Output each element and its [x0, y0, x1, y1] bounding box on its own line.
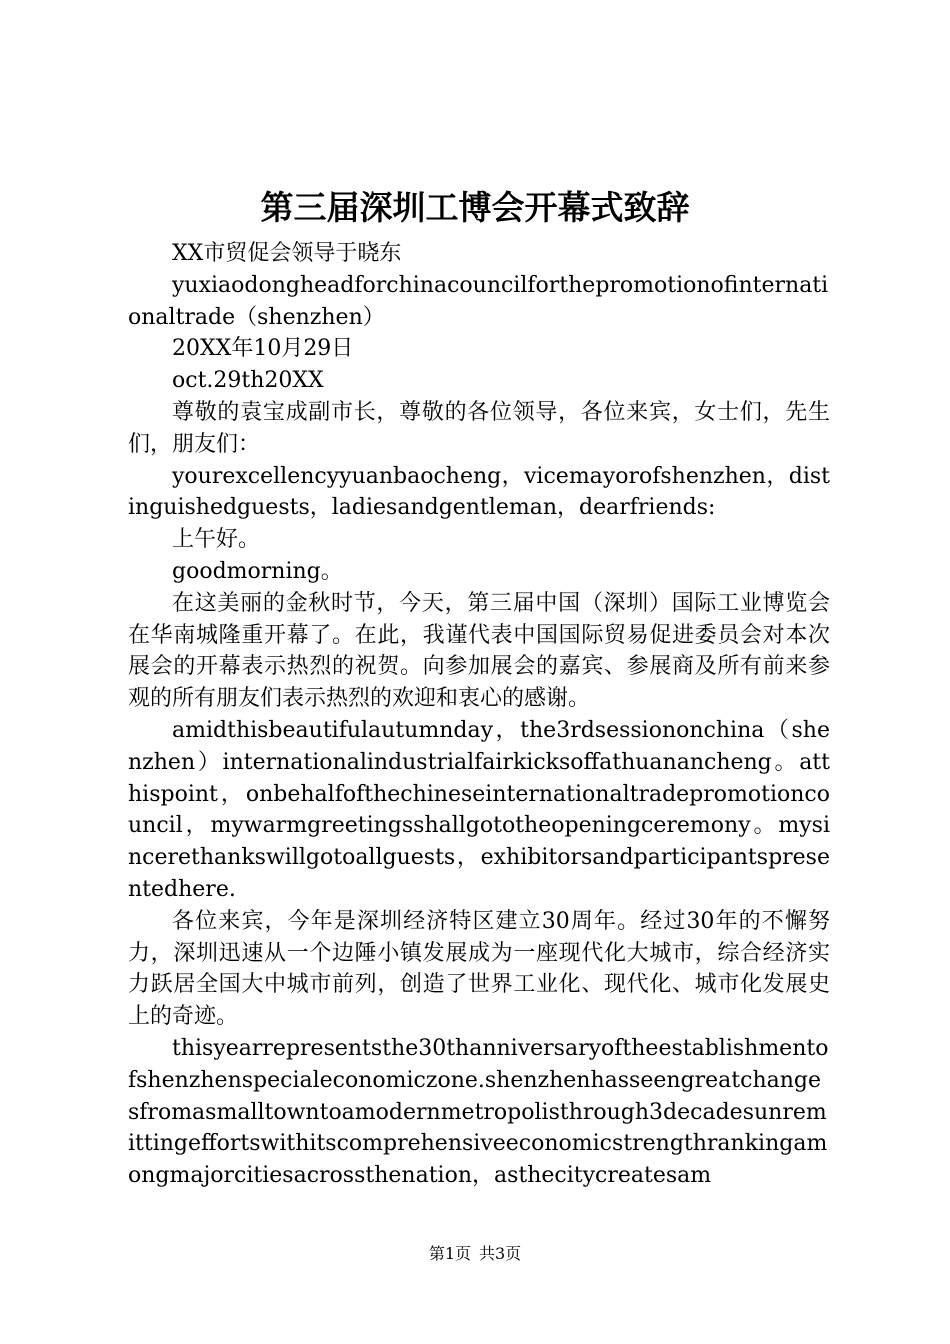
paragraph: 上午好。 [172, 527, 261, 553]
paragraph: yourexcellencyyuanbaocheng，vicemayorofshenzhen，distinguishedguests，ladiesandgentleman，dearfriends: [128, 463, 830, 521]
paragraph: thisyearrepresentsthe30thanniversaryoftheestablishmentofshenzhenspecialeconomiczone.shenzhenhasseengreatchangesfromasmalltowntoamodernmetropolisthrough3decadesunremittingeffortswithitscomprehensiveeconomicstrengthrankingamongmajorcitiesacrossthenation，asthecitycreatesam [128, 1035, 829, 1189]
paragraph: 各位来宾，今年是深圳经济特区建立30周年。经过30年的不懈努力，深圳迅速从一个边陲小镇发展成为一座现代化大城市，综合经济实力跃居全国大中城市前列，创造了世界工业化、现代化、城市化发展史上的奇迹。 [128, 908, 830, 1030]
page-footer [0, 1244, 950, 1264]
paragraph: oct.29th20XX [172, 368, 324, 394]
page-number: 第1页 [428, 1244, 471, 1263]
paragraph: yuxiaodongheadforchinacouncilforthepromotionofinternationaltrade（shenzhen） [128, 272, 829, 330]
paragraph: 在这美丽的金秋时节，今天，第三届中国（深圳）国际工业博览会在华南城隆重开幕了。在此，我谨代表中国国际贸易促进委员会对本次展会的开幕表示热烈的祝贺。向参加展会的嘉宾、参展商及所有前来参观的所有朋友们表示热烈的欢迎和衷心的感谢。 [128, 590, 830, 712]
paragraph: 尊敬的袁宝成副市长，尊敬的各位领导，各位来宾，女士们，先生们，朋友们： [128, 399, 830, 457]
paragraph: amidthisbeautifulautumnday，the3rdsessiononchina（shenzhen）internationalindustrialfairkicksoffathuanancheng。atthispoint，onbehalfofthechineseinternationaltradepromotioncouncil，mywarmgreetingsshallgototheopeningceremony。mysincerethankswillgotoallguests，exhibitorsandparticipantspresentedhere. [128, 717, 830, 902]
paragraph: XX市贸促会领导于晓东 [172, 241, 402, 266]
paragraph: goodmorning。 [172, 558, 343, 584]
document-body [128, 238, 830, 1192]
document-title: 第三届深圳工博会开幕式致辞 [260, 188, 690, 227]
page-total: 共3页 [479, 1244, 522, 1263]
paragraph: 20XX年10月29日 [172, 336, 354, 362]
